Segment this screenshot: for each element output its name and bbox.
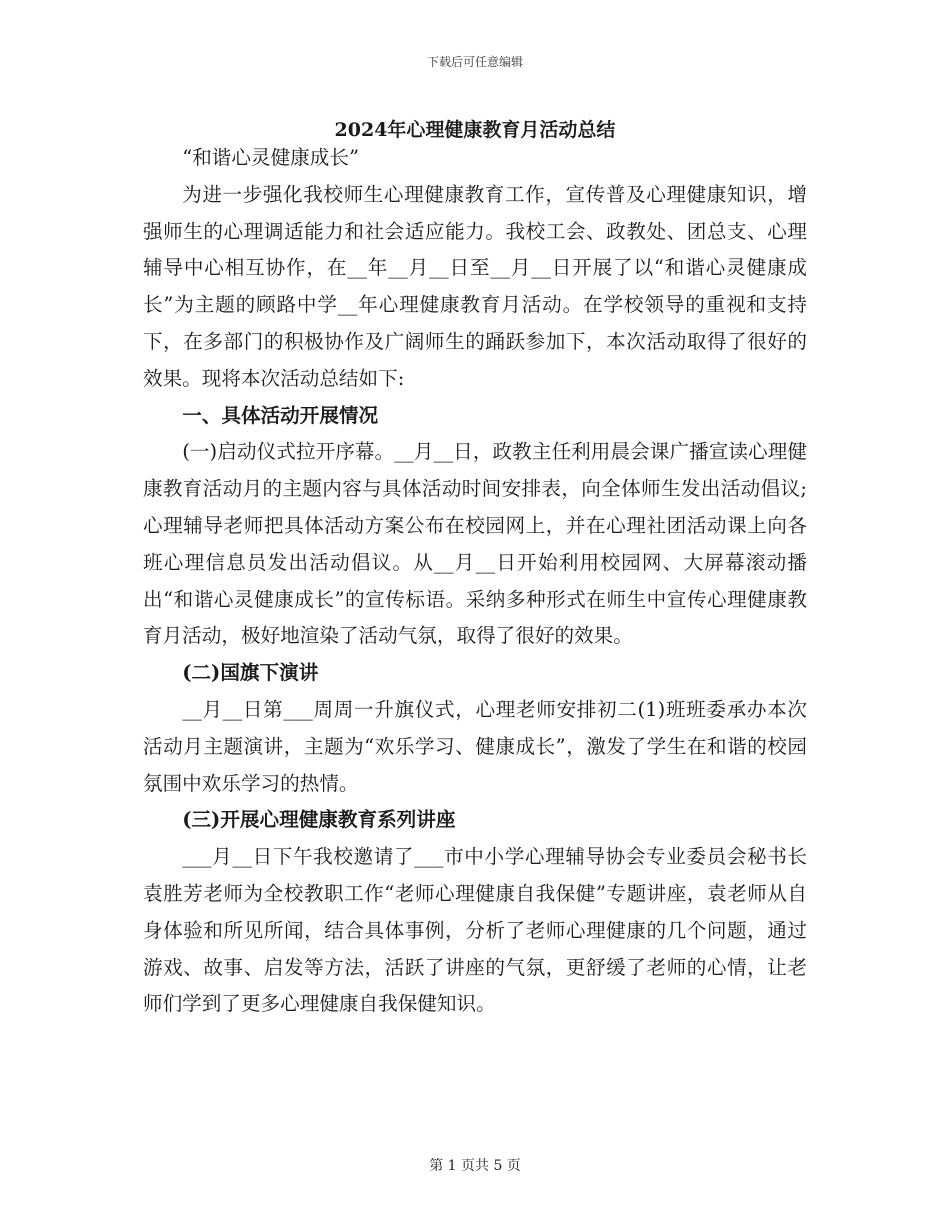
- document-body: [143, 140, 807, 1023]
- page-header: 下载后可任意编辑: [426, 55, 523, 69]
- intro-paragraph: 为进一步强化我校师生心理健康教育工作，宣传普及心理健康知识，增强师生的心理调适能力和社会适应能力。我校工会、政教处、团总支、心理辅导中心相互协作，在__年__月__日至__月__日开展了以“和谐心灵健康成长”为主题的顾路中学__年心理健康教育月活动。在学校领导的重视和支持下，在多部门的积极协作及广阔师生的踊跃参加下，本次活动取得了很好的效果。现将本次活动总结如下:: [143, 182, 807, 390]
- section-heading-1: 一、具体活动开展情况: [182, 403, 379, 427]
- subsection-1-paragraph: (一)启动仪式拉开序幕。__月__日，政教主任利用晨会课广播宣读心理健康教育活动月的主题内容与具体活动时间安排表，向全体师生发出活动倡议;心理辅导老师把具体活动方案公布在校园网上，并在心理社团活动课上向各班心理信息员发出活动倡议。从__月__日开始利用校园网、大屏幕滚动播出“和谐心灵健康成长”的宣传标语。采纳多种形式在师生中宣传心理健康教育月活动，极好地渲染了活动气氛，取得了很好的效果。: [143, 440, 807, 648]
- subsection-3-paragraph: ___月__日下午我校邀请了___市中小学心理辅导协会专业委员会秘书长袁胜芳老师为全校教职工作“老师心理健康自我保健”专题讲座，袁老师从自身体验和所见所闻，结合具体事例，分析了老师心理健康的几个问题，通过游戏、故事、启发等方法，活跃了讲座的气氛，更舒缓了老师的心情，让老师们学到了更多心理健康自我保健知识。: [143, 845, 807, 1016]
- page-footer: 第 1 页共 5 页: [429, 1158, 521, 1174]
- subsection-heading-3: (三)开展心理健康教育系列讲座: [182, 808, 456, 832]
- subsection-heading-2: (二)国旗下演讲: [182, 661, 319, 685]
- theme-line: “和谐心灵健康成长”: [182, 146, 359, 169]
- subsection-2-paragraph: __月__日第___周周一升旗仪式，心理老师安排初二(1)班班委承办本次活动月主题演讲，主题为“欢乐学习、健康成长”，激发了学生在和谐的校园氛围中欢乐学习的热情。: [143, 697, 807, 795]
- document-title: 2024年心理健康教育月活动总结: [334, 119, 616, 141]
